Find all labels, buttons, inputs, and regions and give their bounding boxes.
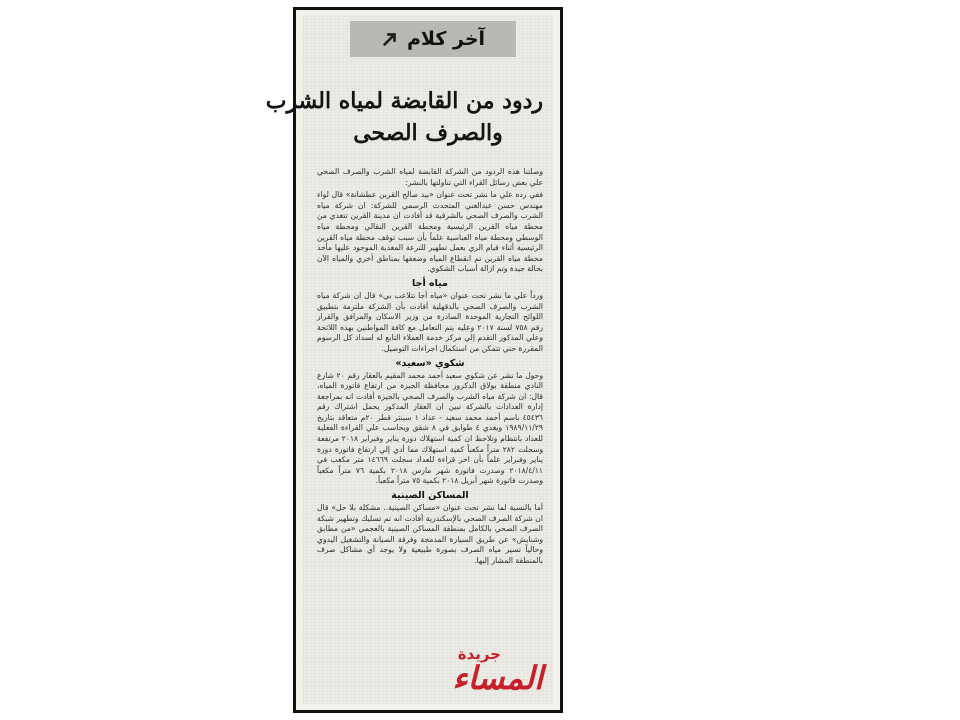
arrow-icon	[381, 30, 399, 48]
column-header	[350, 21, 516, 57]
subheading-chinese-housing: المساكن الصينية	[391, 490, 469, 502]
article-intro: وصلتنا هذه الردود من الشركة القابضة لمياه الشرب والصرف الصحي علي بعض رسائل القراء التي تناولتها بالنشر:	[317, 167, 543, 187]
article-section-1: ففي رده علي ما نشر تحت عنوان «بيد صالح القرين عطشانة» قال لواء مهندس حسن عبدالغني المتحدث الرسمي للشركة: ان شركة مياه الشرب والصرف الصحي بالشرقية قد أفادت ان مدينة القرين تتغذي من محطة مياه القرين الرئيسية ومحطة القرين النقالي ومحطة مياه الوسطي ومحطة مياه العباسية علماً بأن سبب توقف محطة مياه القرين الرئيسية أثناء قيام الري بعمل تطهير للترعة المغذية الموجود عليها مأخذ محطة مياه القرين تم انقطاع المياه وضعفها بمناطق أخري والمياه الآن بحالة جيدة وتم ازالة أسباب الشكوي.	[317, 190, 543, 274]
logo-small-text: جريدة	[457, 645, 501, 663]
headline-line-1: ردود من القابضة لمياه الشرب	[265, 88, 543, 114]
headline-line-2: والصرف الصحى	[353, 120, 503, 146]
subheading-saeed-complaint: شكوي «سعيد»	[395, 357, 465, 369]
article-section-3: وحول ما نشر عن شكوي سعيد أحمد محمد المقيم بالعقار رقم ٢٠ شارع النادي منطقة بولاق الدكرور محافظة الجيزة من ارتفاع فاتورة المياه، قال: ان شركة مياه الشرب والصرف الصحي بالجيزة أفادت انه بمراجعة إدارة العدادات بالشركة تبين ان العقار المذكور يحمل اشتراك رقم ٤٥٤٣٦ باسم أحمد محمد سعيد - عداد ١ سينتر قطر ٢٠م متعاقد بتاريخ ١٩٨٩/١١/٢٩ ويغذي ٤ طوابق في ٨ شقق ويحاسب علي القراءة الفعلية للعداد بانتظام وتلاحظ ان كمية استهلاك دورة يناير وفبراير ٢٠١٨ مرتفعة وسجلت ٢٨٢ متراً مكعباً كمية استهلاك مما أدي إلي ارتفاع فاتورة دورة يناير وفبراير علماً بأن اخر قراءة للعداد سجلت ١٤٦٦٩ متر مكعب في ٢٠١٨/٤/١١ وصدرت فاتورة شهر مارس ٢٠١٨ بكمية ٧٦ متراً مكعباً وصدرت فاتورة شهر أبريل ٢٠١٨ بكمية ٧٥ متراً مكعباً.	[317, 370, 543, 486]
newspaper-clipping	[265, 15, 553, 704]
article-body	[317, 167, 543, 569]
article-section-2: ورداً علي ما نشر تحت عنوان «مياه أجا تتلاعب بي» قال ان شركة مياه الشرب والصرف الصحي بالدقهلية أفادت بأن الشركة ملتزمة بتطبيق اللوائح التجارية الموحدة الصادرة من وزير الاسكان والمرافق والقرار رقم ٧٥٨ لسنة ٢٠١٧ وعليه يتم التعامل مع كافة المواطنين بهذه اللائحة وعلي المذكور التقدم إلي مركز خدمة العملاء التابع له لسداد كل الرسوم المقررة حتي تتمكن من استكمال اجراءات التوصيل.	[317, 290, 544, 353]
column-title: آخر كلام	[406, 28, 486, 50]
article-headline	[265, 85, 543, 149]
article-section-4: أما بالنسبة لما نشر تحت عنوان «مساكن الصينية.. مشكلة بلا حل» قال ان شركة الصرف الصحي بالإسكندرية أفادت انه تم تسليك وتطهير شبكة الصرف الصحي بالكامل بمنطقة المساكن الصينية بالعجمي «من مطابق وشنايش» عن طريق السيارة المدمجة وفرقة الصيانة والتشغيل اليدوي وحالياً تسير مياه الصرف بصورة طبيعية ولا يوجد أي مشاكل صرف بالمنطقة المشار إليها.	[317, 503, 543, 565]
clipping-frame	[265, 7, 563, 713]
logo-big-text: المساء	[452, 659, 543, 697]
subheading-aga-water: مياه أجا	[412, 277, 448, 289]
newspaper-logo	[425, 645, 545, 707]
